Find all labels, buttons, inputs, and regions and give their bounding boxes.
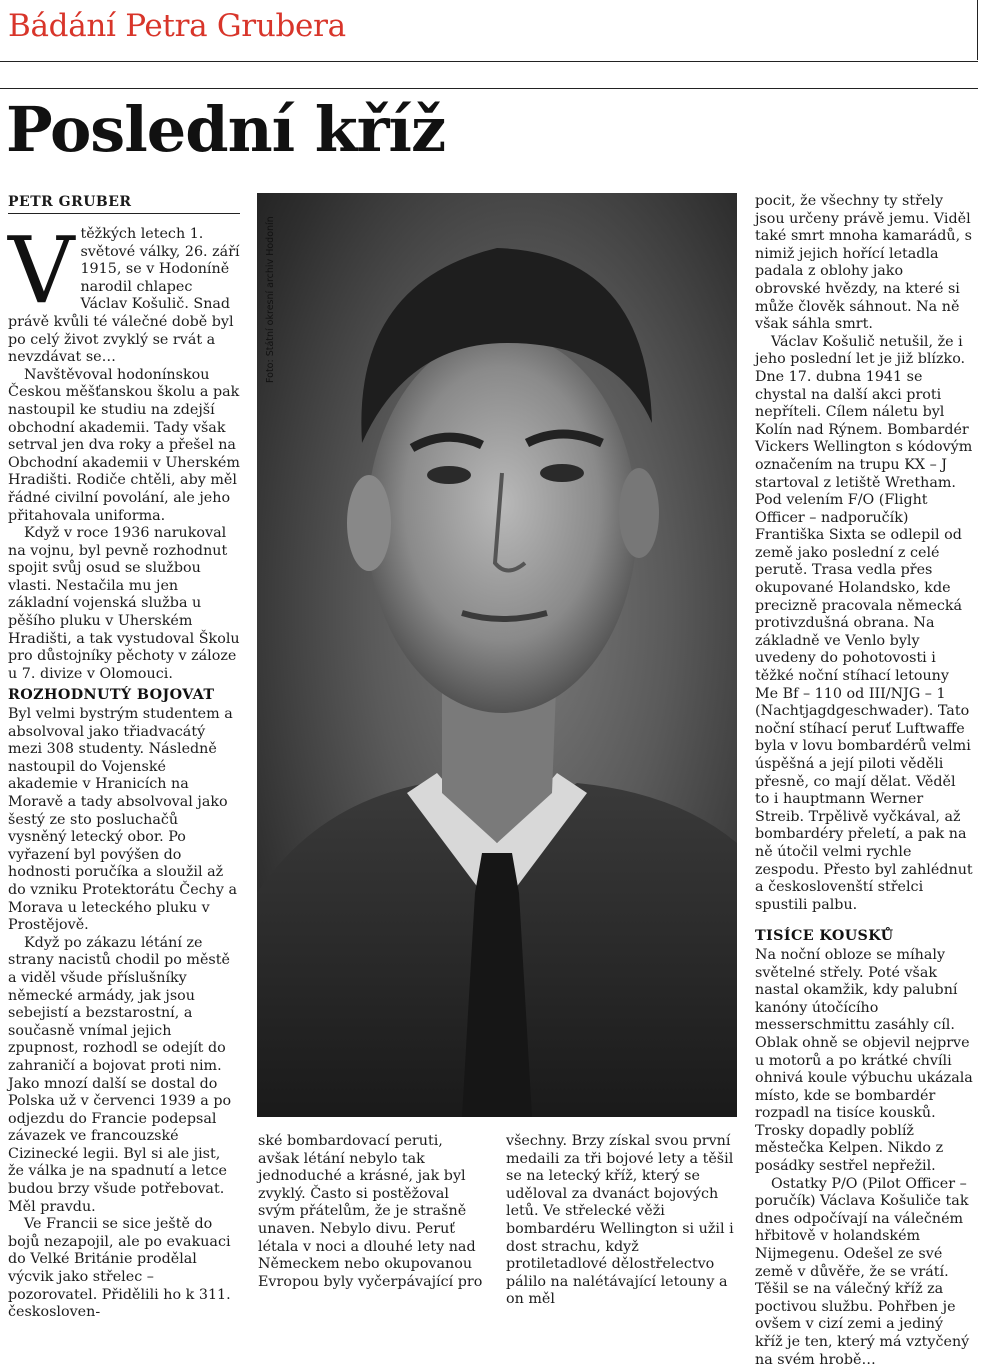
paragraph: Na noční obloze se míhaly světelné střely. Poté však nastal okamžik, kdy palubní kanóny útočícího messerschmittu zasáhly cíl. Oblak ohně se objevil nejprve u motorů a po krátké chvíli ohnivá koule výbuchu ukázala místo, kde se bombardér rozpadl na tisíce kousků. Trosky dopadly poblíž městečka Kelpen. Nikdo z posádky sestřel nepřežil. [755, 946, 973, 1175]
paragraph: Václav Košulič netušil, že i jeho poslední let je již blízko. Dne 17. dubna 1941 se chystal na další akci proti nepříteli. Cílem náletu byl Kolín nad Rýnem. Bombardér Vickers Wellington s kódovým označením na trupu KX – J startoval z letiště Wretham. Pod velením F/O (Flight Officer – nadporučík) Františka Sixta se odlepil od země jako poslední z celé perutě. Trasa vedla přes okupované Holandsko, kde precizně pracovala německá protivzdušná obrana. Na základně ve Venlo byly uvedeny do pohotovosti i těžké noční stíhací letouny Me Bf – 110 od III/NJG – 1 (Nachtjagdgeschwader). Tato noční stíhací peruť Luftwaffe byla v lovu bombardérů velmi úspěšná a její piloti věděli přesně, co mají dělat. Věděl to i hauptmann Werner Streib. Trpělivě vyčkával, až bombardéry přeletí, a pak na ně útočil velmi rychle zespodu. Přesto byl zahlédnut a českoslovenští střelci spustili palbu. [755, 333, 973, 913]
eye-right [540, 464, 584, 482]
ear-right [619, 468, 659, 558]
paragraph: Navštěvoval hodonínskou Českou měšťanskou školu a pak nastoupil ke studiu na zdejší obchodní akademii. Tady však setrval jen dva roky a přešel na Obchodní akademii v Uherském Hradišti. Rodiče chtěli, aby měl řádné civilní povolání, ale jeho přitahovala uniforma. [8, 366, 240, 524]
section-title: Bádání Petra Grubera [8, 8, 346, 44]
paragraph: všechny. Brzy získal svou první medaili za tři bojové lety a těšil se na letecký kříž, který se uděloval za dvanáct bojových letů. Ve střelecké věži bombardéru Wellington si užil i dost strachu, když protiletadlové dělostřelectvo pálilo na nalétávající letouny a on měl [506, 1133, 734, 1308]
paragraph: Když po zákazu létání ze strany nacistů chodil po městě a viděl všude příslušníky německé armády, jak jsou sebejistí a bezstarostní, a současně vnímal jejich zpupnost, rozhodl se odejít do zahraničí a bojovat proti nim. Jako mnozí další se dostal do Polska už v červenci 1939 a po odjezdu do Francie podepsal závazek ve francouzské Cizinecké legii. Byl si ale jist, že válka je na spadnutí a letce budou brzy všude potřebovat. Měl pravdu. [8, 934, 232, 1215]
header-rule [0, 61, 978, 62]
lead-paragraph: Vtěžkých letech 1. světové války, 26. září 1915, se v Hodoníně narodil chlapec Václav Košulič. Snad právě kvůli té válečné době byl po celý život zvyklý se rvát a nevzdávat se… [8, 217, 240, 366]
eye-left [427, 466, 471, 484]
photo-credit: Foto: Státní okresní archiv Hodonín [265, 216, 276, 383]
paragraph: Ve Francii se sice ještě do bojů nezapojil, ale po evakuaci do Velké Británie prodělal výcvik jako střelec – pozorovatel. Přidělili ho k 311. českosloven- [8, 1216, 231, 1321]
drop-cap: V [8, 217, 75, 324]
article-column-2 [258, 1133, 488, 1290]
paragraph: Ostatky P/O (Pilot Officer – poručík) Václava Košuliče tak dnes odpočívají na válečném hřbitově v holandském Nijmegenu. Odešel ze své země v důvěře, že se vrátí. Těšil se na válečný kříž za poctivou službu. Pohřben je ovšem v cizí zemi a jediný kříž je ten, který má vztyčený na svém hrobě… [755, 1175, 970, 1368]
article-column-3 [506, 1133, 736, 1308]
header-divider-vertical [977, 0, 978, 60]
subheading: ROZHODNUTÝ BOJOVAT [8, 687, 215, 704]
portrait-photo [257, 193, 737, 1117]
paragraph: ské bombardovací peruti, avšak létání nebylo tak jednoduché a krásné, jak byl zvyklý. Často si postěžoval svým přátelům, že je strašně unaven. Nebylo divu. Peruť létala v noci a dlouhé lety nad Německem nebo okupovanou Evropou byly vyčerpávající pro [258, 1133, 483, 1290]
subheading: TISÍCE KOUSKŮ [755, 928, 894, 945]
header-rule-lower [0, 88, 978, 89]
ear-left [347, 475, 391, 571]
face [367, 333, 637, 713]
paragraph: Byl velmi bystrým studentem a absolvoval jako třiadvacátý mezi 308 studenty. Následně nastoupil do Vojenské akademie v Hranicích na Moravě a tady absolvoval jako šestý ze sto posluchačů vysněný letecký obor. Po vyřazení byl povýšen do hodnosti poručíka a sloužil až do vzniku Protektorátu Čechy a Morava u leteckého pluku v Prostějově. [8, 706, 238, 934]
article-column-4 [755, 193, 973, 1368]
portrait-illustration [257, 193, 737, 1117]
byline: PETR GRUBER [8, 194, 240, 214]
paragraph: Když v roce 1936 narukoval na vojnu, byl pevně rozhodnut spojit svůj osud se službou vlasti. Nestačila mu jen základní vojenská služba u pěšího pluku v Uherském Hradišti, a tak vystudoval Školu pro důstojníky pěchoty v záloze u 7. divize v Olomouci. [8, 525, 240, 682]
article-headline: Poslední kříž [6, 93, 446, 166]
article-column-1 [8, 217, 240, 1321]
paragraph: pocit, že všechny ty střely jsou určeny právě jemu. Viděl také smrt mnoha kamarádů, s nimiž jejich hořící letadla padala z oblohy jako obrovské hvězdy, na které si může člověk sáhnout. Na ně však sáhla smrt. [755, 193, 973, 333]
